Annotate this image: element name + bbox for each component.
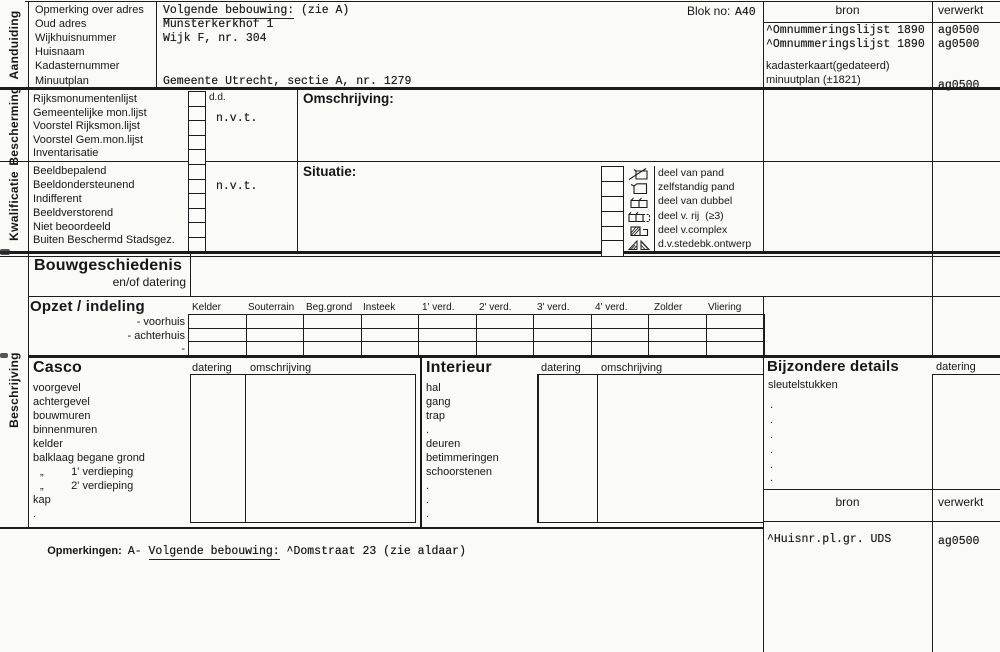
- bijzondere-dot: .: [770, 459, 774, 471]
- interieur-item: betimmeringen: [426, 452, 499, 464]
- omschrijving-header: Omschrijving:: [303, 91, 394, 106]
- checkbox: [188, 135, 206, 151]
- bescherming-checkbox-column: [188, 91, 206, 165]
- checkbox: [601, 240, 624, 256]
- opzet-column-header: Beg.grond: [306, 302, 353, 313]
- dd-label: d.d.: [209, 92, 226, 103]
- rule: [190, 251, 191, 297]
- rule: [0, 161, 1000, 162]
- rule: [190, 374, 191, 523]
- rule: [763, 489, 1000, 490]
- casco-item: kelder: [33, 438, 63, 450]
- situatie-option-label: deel van dubbel: [658, 195, 733, 207]
- bouwgeschiedenis-subtitle: en/of datering: [112, 275, 186, 289]
- value-minuutplan: Gemeente Utrecht, sectie A, nr. 1279: [163, 75, 412, 88]
- section-label-aanduiding: Aanduiding: [7, 10, 21, 80]
- verwerkt-column-header-bottom: verwerkt: [938, 495, 984, 509]
- opzet-column-header: Kelder: [192, 302, 221, 313]
- interieur-item: .: [426, 424, 430, 436]
- rule: [28, 1, 29, 527]
- checkbox: [188, 222, 206, 238]
- opzet-column-header: 2' verd.: [479, 302, 512, 313]
- verwerkt-row-text: ag0500: [938, 79, 980, 92]
- kwalificatie-item: Beeldverstorend: [33, 207, 114, 219]
- interieur-item: trap: [426, 410, 445, 422]
- field-label-oud-adres: Oud adres: [35, 18, 87, 30]
- bron-column-header: bron: [835, 3, 860, 17]
- opzet-row-label: -: [181, 343, 185, 355]
- casco-title: Casco: [33, 359, 83, 376]
- bijzondere-datering-header: datering: [936, 361, 976, 373]
- deel-van-dubbel-icon: [626, 196, 652, 208]
- situatie-option-label: d.v.stedebk.ontwerp: [658, 238, 752, 250]
- opmerkingen-value: A- Volgende bebouwing: ^Domstraat 23 (zie aldaar): [127, 545, 466, 558]
- casco-item: .: [33, 508, 37, 520]
- bron-row-text: ^Omnummeringslijst 1890: [766, 24, 925, 37]
- interieur-datering-header: datering: [541, 362, 581, 374]
- rule: [763, 521, 1000, 522]
- casco-item: bouwmuren: [33, 410, 91, 422]
- interieur-item: .: [426, 494, 430, 506]
- checkbox: [188, 120, 206, 136]
- checkbox: [601, 226, 624, 242]
- bijzondere-dot: .: [770, 429, 774, 441]
- checkbox: [188, 106, 206, 122]
- rule: [537, 522, 764, 523]
- casco-datering-header: datering: [192, 362, 232, 374]
- deel-van-pand-icon: [626, 168, 652, 180]
- rule: [297, 87, 298, 252]
- bescherming-nvt-value: n.v.t.: [216, 112, 258, 125]
- field-label-kadasternummer: Kadasternummer: [35, 60, 120, 72]
- checkbox: [188, 208, 206, 224]
- interieur-item: .: [426, 480, 430, 492]
- checkbox: [188, 179, 206, 195]
- rule: [597, 374, 598, 523]
- situatie-checkbox-column: [601, 166, 624, 257]
- section-label-kwalificatie: Kwalificatie: [7, 171, 21, 241]
- bron-column-header-bottom: bron: [835, 495, 860, 509]
- kwalificatie-item: Buiten Beschermd Stadsgez.: [33, 234, 175, 246]
- opzet-column-header: Insteek: [363, 302, 396, 313]
- bron-row-text: ^Huisnr.pl.gr. UDS: [767, 533, 892, 546]
- kwalificatie-item: Beeldbepalend: [33, 165, 107, 177]
- verwerkt-column-header: verwerkt: [938, 3, 984, 17]
- checkbox: [188, 149, 206, 165]
- checkbox: [188, 237, 206, 253]
- casco-item: „ 2' verdieping: [40, 480, 134, 492]
- opzet-indeling-title: Opzet / indeling: [30, 298, 145, 315]
- bescherming-item: Voorstel Rijksmon.lijst: [33, 120, 140, 132]
- deel-van-complex-icon: [626, 224, 652, 236]
- opzet-column-header: Souterrain: [248, 302, 295, 313]
- rule: [932, 1, 933, 355]
- zelfstandig-pand-icon: [626, 182, 652, 194]
- rule: [28, 296, 1000, 297]
- kwalificatie-item: Niet beoordeeld: [33, 221, 111, 233]
- scan-artifact: [0, 249, 10, 255]
- interieur-omschrijving-header: omschrijving: [601, 362, 663, 374]
- casco-item: kap: [33, 494, 51, 506]
- section-label-beschrijving: Beschrijving: [7, 352, 21, 428]
- opzet-column-header: 3' verd.: [537, 302, 570, 313]
- rule: [190, 522, 416, 523]
- kwalificatie-item: Beeldondersteunend: [33, 179, 135, 191]
- casco-item: binnenmuren: [33, 424, 98, 436]
- bouwgeschiedenis-title: Bouwgeschiedenis: [34, 257, 183, 274]
- casco-omschrijving-header: omschrijving: [250, 362, 312, 374]
- opzet-row-label: - achterhuis: [127, 330, 185, 342]
- opmerkingen-label: Opmerkingen:: [47, 545, 122, 557]
- opzet-column-header: 1' verd.: [422, 302, 455, 313]
- rule: [245, 374, 246, 523]
- rule: [190, 374, 416, 375]
- bijzondere-dot: .: [770, 414, 774, 426]
- kwalificatie-item: Indifferent: [33, 193, 82, 205]
- verwerkt-row-text: ag0500: [938, 24, 980, 37]
- bescherming-item: Voorstel Gem.mon.lijst: [33, 134, 144, 146]
- checkbox: [601, 196, 624, 212]
- situatie-option-label: deel v.complex: [658, 224, 728, 236]
- bron-row-text: ^Omnummeringslijst 1890: [766, 38, 925, 51]
- bron-row-text: kadasterkaart(gedateerd): [766, 60, 890, 72]
- bijzondere-dot: .: [770, 472, 774, 484]
- stedebouwkundig-ontwerp-icon: [626, 238, 652, 250]
- rule: [763, 1, 764, 251]
- value-oud-adres: Munsterkerkhof 1: [163, 18, 274, 31]
- situatie-option-label: zelfstandig pand: [658, 181, 735, 193]
- checkbox: [188, 164, 206, 180]
- interieur-item: gang: [426, 396, 451, 408]
- rule: [156, 1, 157, 87]
- field-label-huisnaam: Huisnaam: [35, 46, 85, 58]
- interieur-item: deuren: [426, 438, 461, 450]
- opzet-row-label: - voorhuis: [136, 316, 185, 328]
- checkbox: [601, 181, 624, 197]
- rule: [537, 374, 539, 523]
- checkbox: [601, 211, 624, 227]
- interieur-title: Interieur: [426, 359, 492, 376]
- field-label-wijkhuisnummer: Wijkhuisnummer: [35, 32, 117, 44]
- verwerkt-row-text: ag0500: [938, 535, 980, 548]
- checkbox: [601, 166, 624, 182]
- rule: [654, 166, 655, 252]
- bescherming-item: Gemeentelijke mon.lijst: [33, 107, 147, 119]
- casco-item: balklaag begane grond: [33, 452, 145, 464]
- rule: [0, 87, 1000, 90]
- situatie-option-label: deel v. rij (≥3): [658, 210, 724, 222]
- deel-van-rij-icon: [626, 210, 652, 222]
- opmerkingen-line: [35, 533, 466, 570]
- bijzondere-details-title: Bijzondere details: [767, 358, 899, 375]
- rule: [0, 251, 1000, 254]
- casco-item: voorgevel: [33, 382, 81, 394]
- opzet-indeling-grid: [188, 314, 765, 357]
- checkbox: [188, 91, 206, 107]
- bijzondere-dot: .: [770, 444, 774, 456]
- rule: [0, 527, 764, 529]
- situatie-header: Situatie:: [303, 164, 357, 179]
- field-label-opmerking-over-adres: Opmerking over adres: [35, 4, 144, 16]
- bescherming-item: Rijksmonumentenlijst: [33, 93, 137, 105]
- bijzondere-dot: .: [770, 399, 774, 411]
- kwalificatie-nvt-value: n.v.t.: [216, 180, 258, 193]
- kwalificatie-checkbox-column: [188, 164, 206, 252]
- blok-no-value: A40: [735, 6, 756, 19]
- bijzondere-item: sleutelstukken: [768, 379, 838, 391]
- situatie-option-label: deel van pand: [658, 167, 724, 179]
- interieur-item: hal: [426, 382, 441, 394]
- field-label-minuutplan: Minuutplan: [35, 75, 89, 87]
- blok-no-label: Blok no:: [687, 4, 731, 18]
- casco-item: achtergevel: [33, 396, 90, 408]
- rule: [932, 374, 933, 652]
- opzet-column-header: Vliering: [708, 302, 742, 313]
- bescherming-item: Inventarisatie: [33, 147, 99, 159]
- value-opmerking-over-adres: Volgende bebouwing: (zie A): [163, 4, 350, 17]
- rule: [932, 374, 1000, 375]
- section-label-bescherming: Bescherming: [7, 86, 21, 166]
- opzet-column-header: Zolder: [654, 302, 683, 313]
- rule: [537, 374, 764, 375]
- rule: [415, 374, 416, 523]
- value-wijkhuisnummer: Wijk F, nr. 304: [163, 32, 267, 45]
- bron-row-text: minuutplan (±1821): [766, 74, 861, 86]
- interieur-item: .: [426, 508, 430, 520]
- checkbox: [188, 193, 206, 209]
- rule: [420, 356, 422, 527]
- verwerkt-row-text: ag0500: [938, 38, 980, 51]
- casco-item: „ 1' verdieping: [40, 466, 134, 478]
- interieur-item: schoorstenen: [426, 466, 493, 478]
- opzet-column-header: 4' verd.: [595, 302, 628, 313]
